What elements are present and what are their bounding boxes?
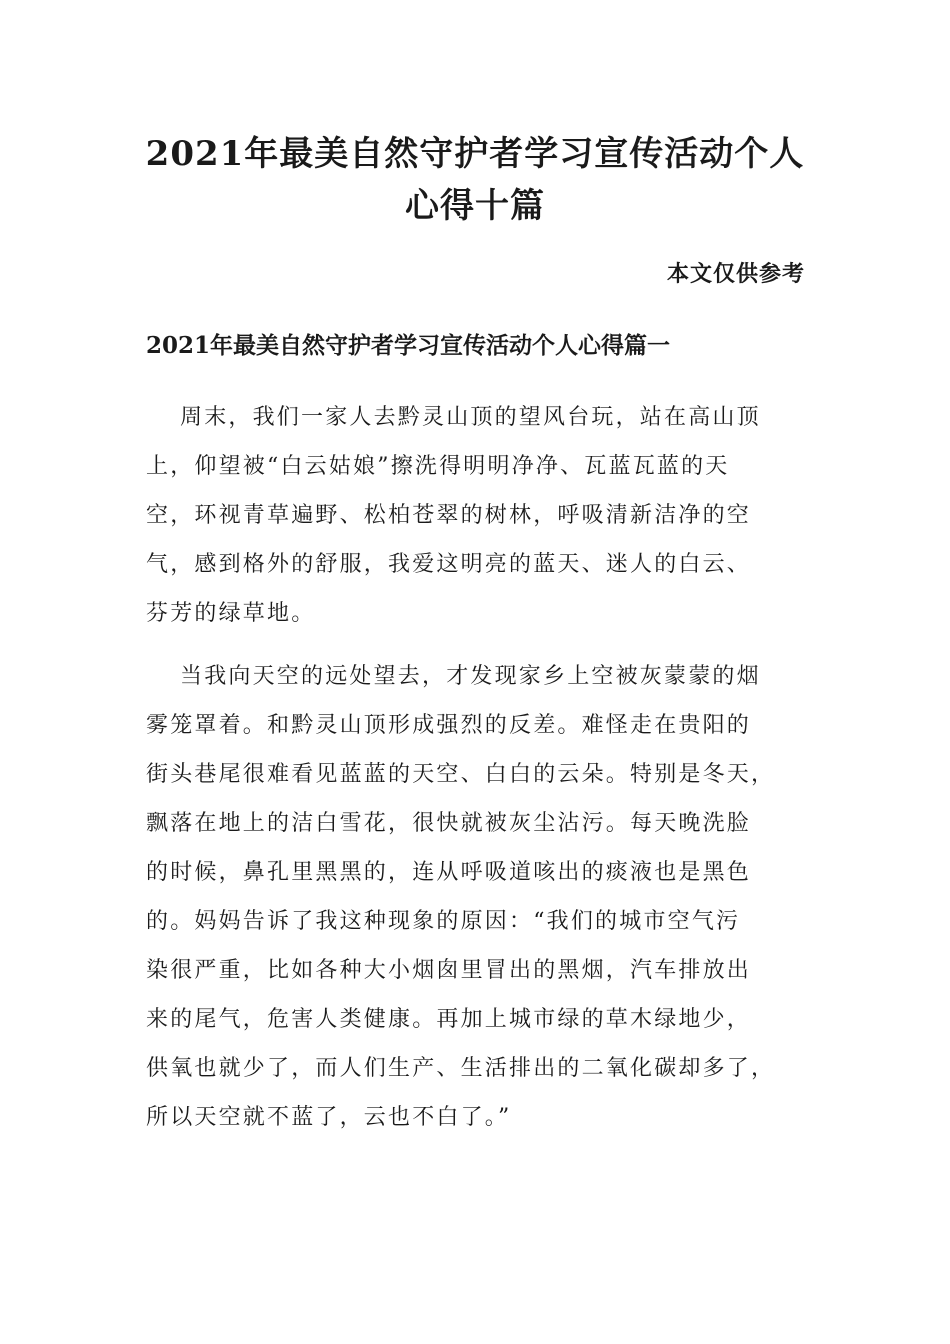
- paragraph-line: 雾笼罩着。和黔灵山顶形成强烈的反差。难怪走在贵阳的: [146, 713, 752, 738]
- disclaimer-text: 本文仅供参考: [666, 261, 805, 287]
- paragraph-line: 上，仰望被“白云姑娘”擦洗得明明净净、瓦蓝瓦蓝的天: [146, 454, 730, 479]
- section-heading: 2021年最美自然守护者学习宣传活动个人心得篇一: [146, 332, 671, 359]
- paragraph-line: 空，环视青草遍野、松柏苍翠的树林，呼吸清新洁净的空: [146, 503, 752, 528]
- paragraph-2: [146, 652, 806, 1142]
- paragraph-line: 气，感到格外的舒服，我爱这明亮的蓝天、迷人的白云、: [146, 552, 752, 577]
- document-title: [120, 128, 830, 232]
- paragraph-line: 当我向天空的远处望去，才发现家乡上空被灰蒙蒙的烟: [180, 664, 761, 689]
- paragraph-line: 飘落在地上的洁白雪花，很快就被灰尘沾污。每天晚洗脸: [146, 811, 752, 836]
- paragraph-line: 染很严重，比如各种大小烟囱里冒出的黑烟，汽车排放出: [146, 958, 752, 983]
- paragraph-line: 来的尾气，危害人类健康。再加上城市绿的草木绿地少，: [146, 1007, 752, 1032]
- document-title-line-1: 2021年最美自然守护者学习宣传活动个人: [145, 134, 805, 174]
- paragraph-line: 的。妈妈告诉了我这种现象的原因：“我们的城市空气污: [146, 909, 741, 934]
- paragraph-line: 街头巷尾很难看见蓝蓝的天空、白白的云朵。特别是冬天，: [146, 762, 776, 787]
- paragraph-line: 芬芳的绿草地。: [146, 601, 316, 626]
- paragraph-line: 供氧也就少了，而人们生产、生活排出的二氧化碳却多了，: [146, 1056, 776, 1081]
- paragraph-1: [146, 393, 806, 638]
- paragraph-line: 的时候，鼻孔里黑黑的，连从呼吸道咳出的痰液也是黑色: [146, 860, 752, 885]
- paragraph-line: 所以天空就不蓝了，云也不白了。”: [146, 1105, 512, 1130]
- document-title-line-2: 心得十篇: [405, 186, 545, 226]
- paragraph-line: 周末，我们一家人去黔灵山顶的望风台玩，站在高山顶: [180, 405, 761, 430]
